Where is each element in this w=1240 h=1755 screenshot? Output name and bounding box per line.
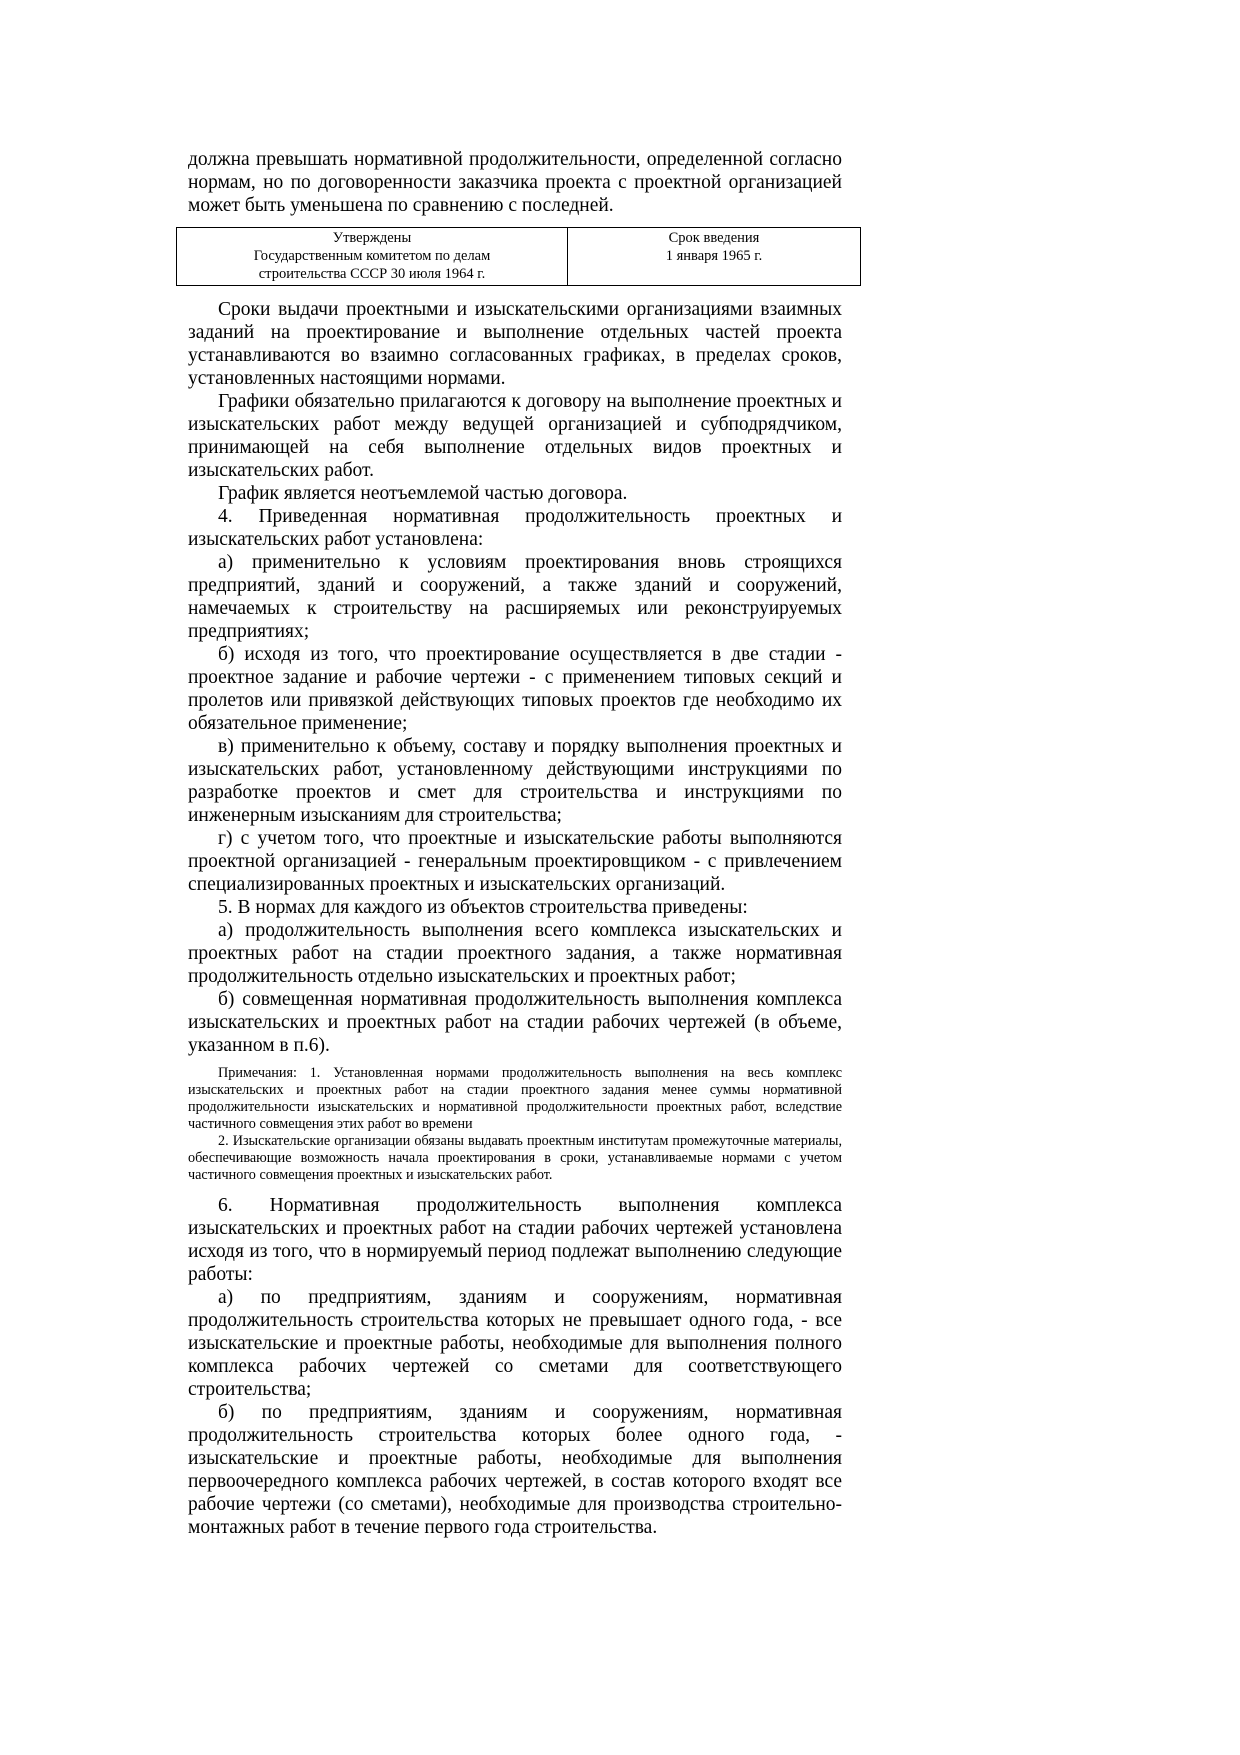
- effective-date-cell: [568, 228, 861, 286]
- list-item: б) исходя из того, что проектирование осуществляется в две стадии - проектное задание и рабочие чертежи - с применением типовых секций и пролетов или привязкой действующих типовых проектов где необходимо их обязательное применение;: [188, 644, 842, 734]
- paragraph: График является неотъемлемой частью договора.: [218, 483, 628, 504]
- approval-date: строительства СССР 30 июля 1964 г.: [258, 266, 486, 282]
- list-item: а) применительно к условиям проектирования вновь строящихся предприятий, зданий и сооружений, а также зданий и сооружений, намечаемых к строительству на расширяемых или реконструируемых предприятиях;: [188, 552, 842, 642]
- approval-label: Утверждены: [332, 230, 412, 246]
- list-item: г) с учетом того, что проектные и изыскательские работы выполняются проектной организацией - генеральным проектировщиком - с привлечением специализированных проектных и изыскательских организаций.: [188, 828, 842, 895]
- approval-authority: Государственным комитетом по делам: [253, 248, 491, 264]
- list-item: б) по предприятиям, зданиям и сооружениям, нормативная продолжительность строительства которых более одного года, - изыскательские и проектные работы, необходимые для выполнения первоочередного комплекса рабочих чертежей, в состав которого входят все рабочие чертежи (со сметами), необходимые для производства строительно-монтажных работ в течение первого года строительства.: [188, 1402, 842, 1538]
- intro-paragraph: должна превышать нормативной продолжительности, определенной согласно нормам, но по договоренности заказчика проекта с проектной организацией может быть уменьшена по сравнению с последней.: [188, 149, 842, 216]
- list-item: б) совмещенная нормативная продолжительность выполнения комплекса изыскательских и проектных работ на стадии рабочих чертежей (в объеме, указанном в п.6).: [188, 989, 842, 1056]
- list-item: а) по предприятиям, зданиям и сооружениям, нормативная продолжительность строительства которых не превышает одного года, - все изыскательские и проектные работы, необходимые для выполнения полного комплекса рабочих чертежей со сметами для соответствующего строительства;: [188, 1287, 842, 1400]
- list-item: в) применительно к объему, составу и порядку выполнения проектных и изыскательских работ, установленному действующими инструкциями по разработке проектов и смет для строительства и инструкциями по инженерным изысканиям для строительства;: [188, 736, 842, 826]
- approval-table: [176, 227, 861, 286]
- list-item: а) продолжительность выполнения всего комплекса изыскательских и проектных работ на стадии проектного задания, а также нормативная продолжительность отдельно изыскательских и проектных работ;: [188, 920, 842, 987]
- section-6-heading: 6. Нормативная продолжительность выполнения комплекса изыскательских и проектных работ на стадии рабочих чертежей установлена исходя из того, что в нормируемый период подлежат выполнению следующие работы:: [188, 1195, 842, 1285]
- approval-cell: [177, 228, 568, 286]
- section-5-heading: 5. В нормах для каждого из объектов строительства приведены:: [218, 897, 748, 918]
- effective-date-value: 1 января 1965 г.: [665, 248, 763, 264]
- note: 2. Изыскательские организации обязаны выдавать проектным институтам промежуточные материалы, обеспечивающие возможность начала проектирования в сроки, устанавливаемые нормами с учетом частичного совмещения проектных и изыскательских работ.: [188, 1133, 842, 1183]
- notes-block: [188, 1065, 842, 1184]
- document-page: [188, 148, 842, 1539]
- paragraph: Сроки выдачи проектными и изыскательскими организациями взаимных заданий на проектирование и выполнение отдельных частей проекта устанавливаются во взаимно согласованных графиках, в пределах сроков, установленных настоящими нормами.: [188, 299, 842, 389]
- paragraph: Графики обязательно прилагаются к договору на выполнение проектных и изыскательских работ между ведущей организацией и субподрядчиком, принимающей на себя выполнение отдельных видов проектных и изыскательских работ.: [188, 391, 842, 481]
- note: Примечания: 1. Установленная нормами продолжительность выполнения на весь комплекс изыскательских и проектных работ на стадии проектного задания менее суммы нормативной продолжительности изыскательских и нормативной продолжительности проектных работ, вследствие частичного совмещения этих работ во времени: [188, 1065, 842, 1132]
- section-4-heading: 4. Приведенная нормативная продолжительность проектных и изыскательских работ установлена:: [188, 506, 842, 550]
- effective-date-label: Срок введения: [668, 230, 760, 246]
- approval-table-row: [177, 228, 861, 286]
